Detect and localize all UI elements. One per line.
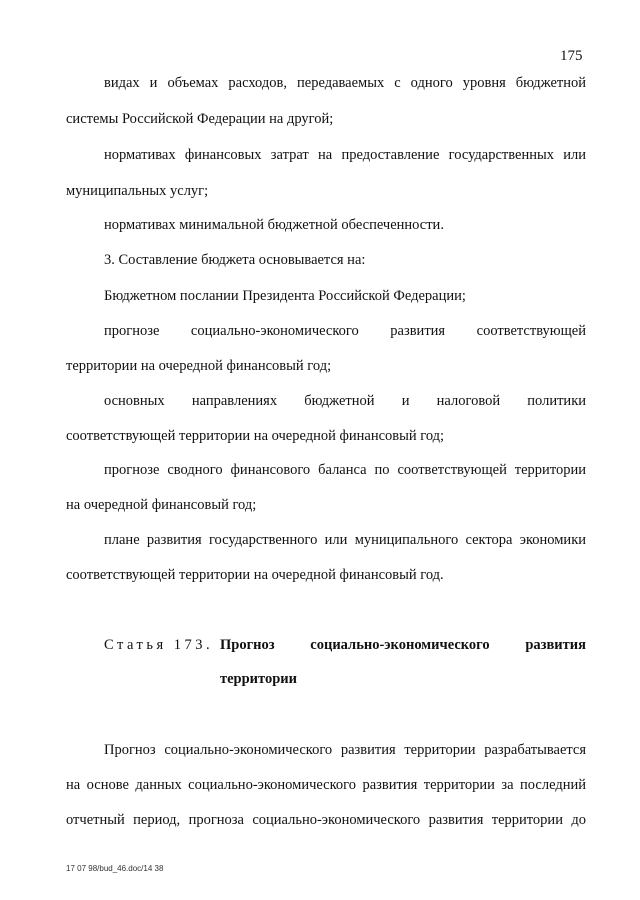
- line-text: видах и объемах расходов, передаваемых с одного уровня бюджетной: [104, 75, 586, 91]
- text-line: [66, 776, 586, 794]
- text-line: [104, 74, 586, 92]
- text-line: нормативах минимальной бюджетной обеспеченности.: [104, 217, 444, 233]
- line-text: прогнозе социально-экономического развития соответствующей: [104, 323, 586, 339]
- text-line: системы Российской Федерации на другой;: [66, 111, 334, 127]
- article-title-word: развития: [525, 637, 586, 653]
- article-title-line1: [220, 636, 586, 654]
- footer-filename: 17 07 98/bud_46.doc/14 38: [66, 864, 164, 873]
- line-text: прогнозе сводного финансового баланса по соответствующей территории: [104, 462, 586, 478]
- text-line: соответствующей территории на очередной финансовый год.: [66, 567, 444, 583]
- text-line: [104, 461, 586, 479]
- text-line: [104, 146, 586, 164]
- line-text: отчетный период, прогноза социально-экономического развития территории до: [66, 812, 586, 828]
- page-number: 175: [560, 48, 583, 64]
- text-line: территории на очередной финансовый год;: [66, 358, 332, 374]
- line-text: на основе данных социально-экономического развития территории за последний: [66, 777, 586, 793]
- article-title-word: Прогноз: [220, 637, 275, 653]
- article-title-word: социально-экономического: [310, 637, 490, 653]
- text-line: муниципальных услуг;: [66, 183, 209, 199]
- text-line: на очередной финансовый год;: [66, 497, 257, 513]
- line-text: Прогноз социально-экономического развития территории разрабатывается: [104, 742, 586, 758]
- article-number: Статья 173.: [104, 637, 214, 653]
- text-line: [104, 392, 586, 410]
- text-line: [104, 531, 586, 549]
- article-title-line2: территории: [220, 671, 297, 687]
- text-line: [104, 741, 586, 759]
- text-line: [66, 811, 586, 829]
- text-line: соответствующей территории на очередной финансовый год;: [66, 428, 445, 444]
- text-line: Бюджетном послании Президента Российской Федерации;: [104, 288, 466, 304]
- line-text: нормативах финансовых затрат на предоставление государственных или: [104, 147, 586, 163]
- line-text: основных направлениях бюджетной и налоговой политики: [104, 393, 586, 409]
- text-line: 3. Составление бюджета основывается на:: [104, 252, 366, 268]
- line-text: плане развития государственного или муниципального сектора экономики: [104, 532, 586, 548]
- text-line: [104, 322, 586, 340]
